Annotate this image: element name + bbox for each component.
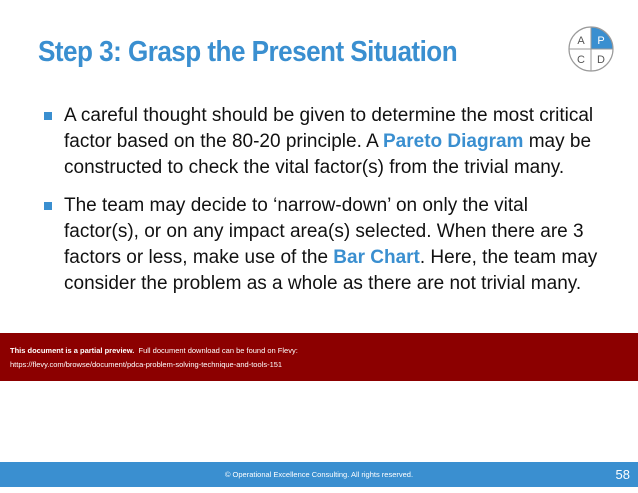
banner-notice-bold: This document is a partial preview. (10, 346, 135, 355)
highlight-term: Bar Chart (333, 247, 420, 268)
bullet-text: The team may decide to ‘narrow-down’ on only the vital factor(s), or on any impact area(s) selected. When there are 3 factors or less, make use of the (64, 195, 584, 268)
banner-notice (10, 346, 298, 355)
logo-letter-a: A (577, 35, 585, 47)
bullet-item (40, 103, 600, 181)
footer-bar (0, 462, 638, 487)
pdca-cycle-logo (568, 26, 614, 72)
preview-banner (0, 333, 638, 381)
bullet-text: may be constructed to check the vital factor(s) from the trivial many. (64, 131, 592, 178)
bullet-text: . Here, the team may consider the problem as a whole as there are not trivial many. (64, 247, 598, 294)
bullet-list (40, 103, 600, 309)
bullet-square-icon (44, 112, 52, 120)
logo-letter-d: D (597, 54, 605, 66)
bullet-item (40, 193, 600, 297)
banner-notice-text: Full document download can be found on Flevy: (138, 346, 298, 355)
copyright-text: © Operational Excellence Consulting. All rights reserved. (224, 470, 414, 479)
highlight-term: Pareto Diagram (383, 131, 524, 152)
bullet-square-icon (44, 202, 52, 210)
banner-download-link[interactable]: https://flevy.com/browse/document/pdca-problem-solving-technique-and-tools-151 (10, 360, 283, 369)
bullet-text: A careful thought should be given to determine the most critical factor based on the 80-20 principle. A (64, 105, 594, 152)
page-number: 58 (615, 467, 630, 482)
slide-title: Step 3: Grasp the Present Situation (38, 36, 458, 68)
logo-letter-p: P (597, 35, 605, 47)
logo-letter-c: C (577, 54, 585, 66)
